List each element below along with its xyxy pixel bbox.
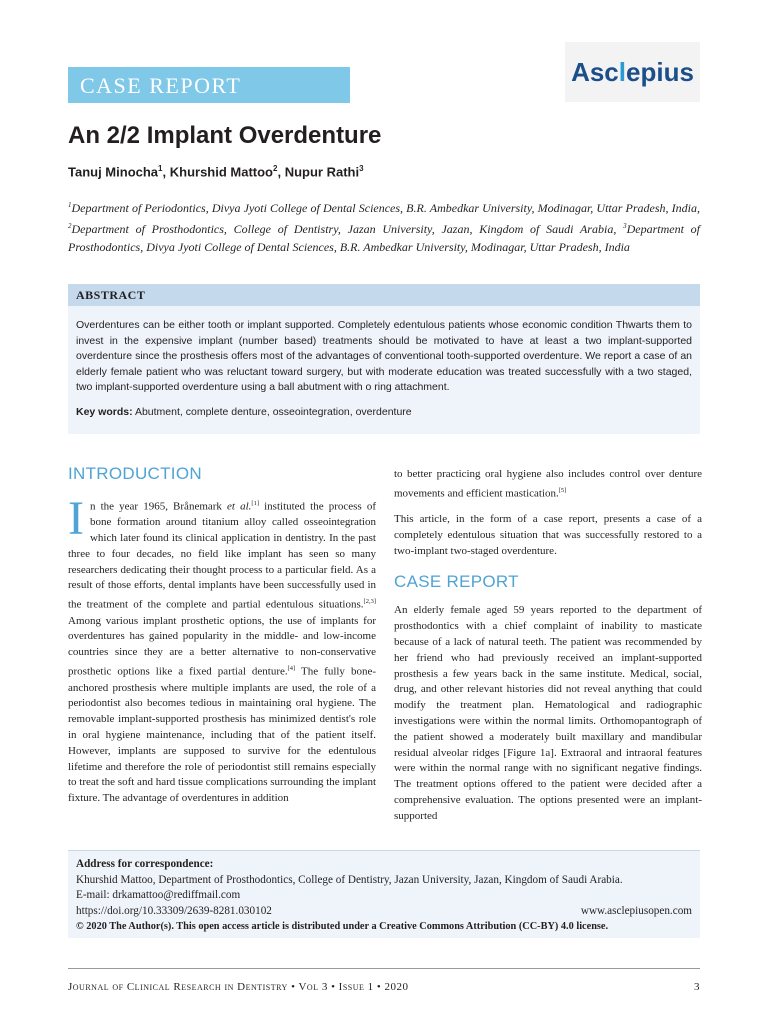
article-title: An 2/2 Implant Overdenture (68, 122, 382, 149)
logo-text-a: Asc (571, 56, 619, 87)
correspondence-box (68, 850, 700, 938)
keywords-label: Key words: (76, 405, 133, 418)
citation-link[interactable]: [5] (558, 486, 567, 494)
keywords-list: Abutment, complete denture, osseointegration, overdenture (134, 405, 412, 418)
author-name: Khurshid Mattoo (169, 164, 273, 180)
affiliation: Department of Prosthodontics, College of Dentistry, Jazan University, Jazan, Kingdom of Saudi Arabia, (71, 222, 624, 236)
correspondence-email[interactable]: E-mail: drkamattoo@rediffmail.com (76, 889, 241, 901)
body-paragraph: to better practicing oral hygiene also includes control over denture movements and efficient mastication.[5] (394, 468, 702, 500)
website-link[interactable]: www.asclepiusopen.com (580, 904, 692, 917)
correspondence-label: Address for correspondence: (76, 858, 214, 870)
affiliations: $^1$Department of Periodontics, Divya Jyoti College of Dental Sciences, B.R. Ambedkar University, Modinagar, Uttar Pradesh, India, $^2$Department of Prosthodontics, College of Dentistry, Jazan University, Jazan, Kingdom of Saudi Arabia, $^3$Department of Prosthodontics, Divya Jyoti College of Dental Sciences, B.R. Ambedkar University, Modinagar, Uttar Pradesh, India (68, 201, 701, 254)
journal-info: Journal of Clinical Research in Dentistry • Vol 3 • Issue 1 • 2020 (68, 981, 409, 993)
publisher-logo (565, 42, 700, 102)
section-heading-introduction: INTRODUCTION (68, 464, 202, 483)
abstract-box (68, 284, 700, 434)
citation-link[interactable]: [4] (287, 665, 296, 673)
left-column (68, 466, 376, 807)
introduction-paragraph: In the year 1965, Brånemark et al.[1] instituted the process of bone formation around titanium alloy called osseointegration which later found its clinical application in dentistry. In the past three to four decades, no field like implant has seen so many researchers dedicating their thought process to a particular field. As a result of those efforts, dental implants have been successfully used in the treatment of the complete and partial edentulous situations.[2,3] Among various implant prosthetic options, the use of implants for overdentures has gained popularity in the middle- and low-income countries since they are a better alternative to non-conservative prosthetic options like a fixed partial denture.[4] The fully bone-anchored prosthesis where multiple implants are used, the role of a periodontist also becomes tedious in maintaining oral hygiene. The removable implant-supported prosthesis has minimized dentist's role in oral hygiene maintenance, including that of the patient itself. However, implants are supposed to survive for the edentulous lifetime and therefore the role of periodontist still remains especially to treat the soft and hard tissue complications surrounding the implant fixture. The advantage of overdentures in addition (68, 491, 376, 805)
drop-cap: I (68, 491, 84, 545)
footer-divider (68, 968, 700, 969)
logo-staff-letter: l (618, 56, 626, 87)
citation-link[interactable]: [1] (251, 499, 259, 507)
doi-link[interactable]: https://doi.org/10.33309/2639-8281.030102 (76, 904, 272, 917)
article-type-label: CASE REPORT (80, 73, 242, 98)
case-report-paragraph: An elderly female aged 59 years reported to the department of prosthodontics with a chief complaint of inability to masticate because of a lack of natural teeth. The patient was recommended by her friend who had previously received an implant-supported prosthesis a few years back in the same institute. Medical, social, drug, and other relevant histories did not reveal anything that could modify the treatment plan. Hematological and radiographic investigations were within the normal limits. Orthomopantograph of the patient showed a moderately built maxillary and mandibular residual alveolar ridges [Figure 1a]. Extraoral and intraoral features were within the normal range with no significant negative findings. The treatment options offered to the patient were decided after a comprehensive evaluation. The options presented were an implant-supported (394, 604, 702, 822)
affiliation: Department of Prosthodontics, Divya Jyoti College of Dental Sciences, B.R. Ambedkar University, Modinagar, Uttar Pradesh, India (68, 222, 701, 254)
author-name: Tanuj Minocha (68, 164, 159, 180)
keywords (68, 396, 700, 418)
abstract-heading: ABSTRACT (68, 284, 700, 306)
author-list: Tanuj Minocha$^1$, Khurshid Mattoo$^2$, Nupur Rathi$^3$ (68, 164, 364, 180)
affiliation: Department of Periodontics, Divya Jyoti College of Dental Sciences, B.R. Ambedkar University, Modinagar, Uttar Pradesh, India, (71, 201, 700, 215)
license-text: © 2020 The Author(s). This open access article is distributed under a Creative Commons Attribution (CC-BY) 4.0 license. (76, 921, 609, 932)
body-paragraph: This article, in the form of a case report, presents a case of a completely edentulous situation that was successfully restored to a two-implant two-staged overdenture. (394, 513, 702, 557)
correspondence-address: Khurshid Mattoo, Department of Prosthodontics, College of Dentistry, Jazan University, Jazan, Kingdom of Saudi Arabia. (76, 873, 623, 886)
logo-text-c: epius (626, 56, 694, 87)
article-type-banner (68, 67, 350, 103)
abstract-text: Overdentures can be either tooth or implant supported. Completely edentulous patients whose economic condition Thwarts them to invest in the expensive implant (number based) treatments should be motivated to have at least a two implant-supported overdenture since the prosthesis offers most of the advantages of conventional tooth-supported overdenture. We report a case of an elderly female patient who was reluctant toward surgery, but with moderate education was treated successfully with a two staged, two implant-supported overdenture using a ball abutment with o ring attachment. (76, 319, 692, 393)
right-column (394, 467, 702, 825)
author-name: Nupur Rathi (284, 164, 360, 180)
page-number: 3 (694, 981, 700, 993)
citation-link[interactable]: [2,3] (363, 598, 376, 606)
section-heading-case-report: CASE REPORT (394, 571, 519, 591)
page-footer (68, 981, 700, 993)
